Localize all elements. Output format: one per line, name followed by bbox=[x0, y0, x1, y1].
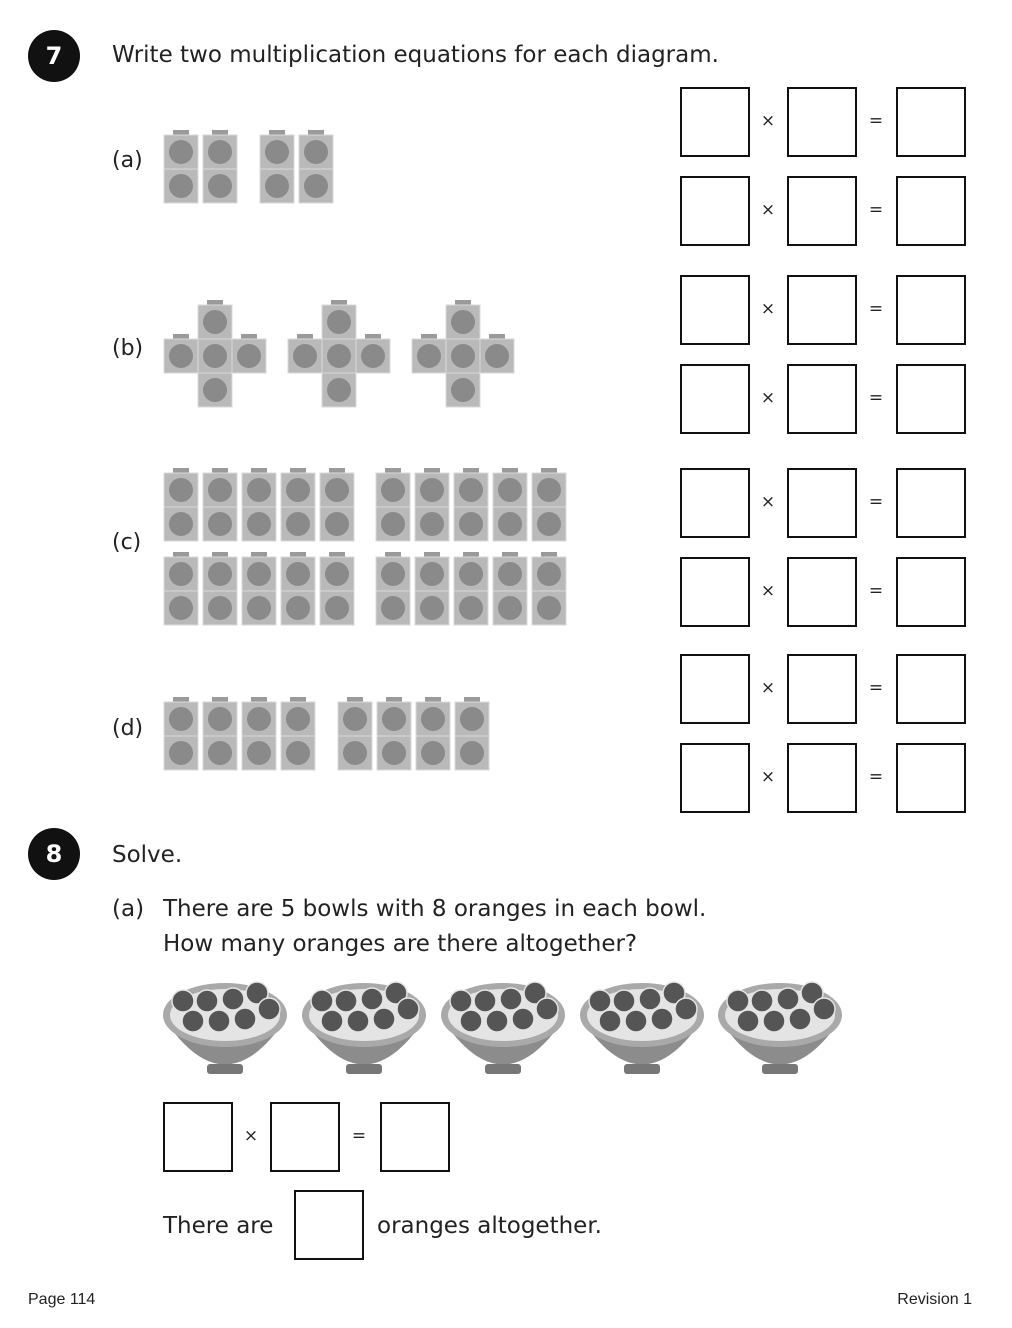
orange bbox=[589, 990, 611, 1012]
question-7-instruction: Write two multiplication equations for each diagram. bbox=[112, 42, 719, 68]
section-name: Revision 1 bbox=[897, 1291, 972, 1308]
times-symbol: × bbox=[760, 299, 776, 319]
orange bbox=[639, 988, 661, 1010]
q8-problem-line-1: There are 5 bowls with 8 oranges in each bowl. bbox=[163, 896, 707, 922]
orange bbox=[751, 990, 773, 1012]
orange bbox=[321, 1010, 343, 1032]
part-c-label: (c) bbox=[112, 530, 142, 555]
times-symbol: × bbox=[760, 492, 776, 512]
orange bbox=[536, 998, 558, 1020]
part-d-label: (d) bbox=[112, 716, 144, 741]
orange bbox=[763, 1010, 785, 1032]
orange bbox=[625, 1010, 647, 1032]
q8-factor-2-box[interactable] bbox=[270, 1102, 340, 1172]
question-7-badge: 7 bbox=[28, 30, 80, 82]
orange bbox=[789, 1008, 811, 1030]
orange bbox=[460, 1010, 482, 1032]
orange bbox=[651, 1008, 673, 1030]
q8-part-a-label: (a) bbox=[112, 896, 145, 922]
part-a-label: (a) bbox=[112, 148, 143, 173]
question-8-instruction: Solve. bbox=[112, 842, 183, 868]
orange bbox=[373, 1008, 395, 1030]
q8-answer-box[interactable] bbox=[294, 1190, 364, 1260]
times-symbol: × bbox=[760, 388, 776, 408]
times-symbol: × bbox=[760, 581, 776, 601]
orange bbox=[196, 990, 218, 1012]
q8-answer-prefix: There are bbox=[163, 1213, 274, 1239]
q8-product-box[interactable] bbox=[380, 1102, 450, 1172]
orange bbox=[737, 1010, 759, 1032]
orange bbox=[347, 1010, 369, 1032]
orange bbox=[172, 990, 194, 1012]
orange bbox=[613, 990, 635, 1012]
q8-equals-symbol: = bbox=[351, 1126, 367, 1146]
orange bbox=[727, 990, 749, 1012]
bowl-of-oranges bbox=[580, 982, 704, 1074]
times-symbol: × bbox=[760, 111, 776, 131]
orange bbox=[486, 1010, 508, 1032]
equals-symbol: = bbox=[868, 678, 884, 698]
times-symbol: × bbox=[760, 678, 776, 698]
bowl-of-oranges bbox=[718, 982, 842, 1074]
bowl-of-oranges bbox=[441, 982, 565, 1074]
q8-factor-1-box[interactable] bbox=[163, 1102, 233, 1172]
equals-symbol: = bbox=[868, 299, 884, 319]
orange bbox=[599, 1010, 621, 1032]
orange bbox=[397, 998, 419, 1020]
question-8-badge: 8 bbox=[28, 828, 80, 880]
equals-symbol: = bbox=[868, 111, 884, 131]
equals-symbol: = bbox=[868, 388, 884, 408]
q8-times-symbol: × bbox=[243, 1126, 259, 1146]
orange bbox=[222, 988, 244, 1010]
orange bbox=[335, 990, 357, 1012]
orange bbox=[813, 998, 835, 1020]
q8-problem-line-2: How many oranges are there altogether? bbox=[163, 931, 638, 957]
orange bbox=[361, 988, 383, 1010]
orange bbox=[675, 998, 697, 1020]
orange bbox=[474, 990, 496, 1012]
orange bbox=[258, 998, 280, 1020]
page-number: Page 114 bbox=[28, 1291, 96, 1308]
q8-answer-suffix: oranges altogether. bbox=[377, 1213, 602, 1239]
times-symbol: × bbox=[760, 767, 776, 787]
equals-symbol: = bbox=[868, 200, 884, 220]
part-b-label: (b) bbox=[112, 336, 144, 361]
times-symbol: × bbox=[760, 200, 776, 220]
orange bbox=[450, 990, 472, 1012]
orange bbox=[234, 1008, 256, 1030]
equals-symbol: = bbox=[868, 492, 884, 512]
orange bbox=[311, 990, 333, 1012]
orange bbox=[208, 1010, 230, 1032]
equals-symbol: = bbox=[868, 767, 884, 787]
orange bbox=[512, 1008, 534, 1030]
bowl-of-oranges bbox=[163, 982, 287, 1074]
orange bbox=[777, 988, 799, 1010]
orange bbox=[500, 988, 522, 1010]
equals-symbol: = bbox=[868, 581, 884, 601]
bowl-of-oranges bbox=[302, 982, 426, 1074]
orange bbox=[182, 1010, 204, 1032]
